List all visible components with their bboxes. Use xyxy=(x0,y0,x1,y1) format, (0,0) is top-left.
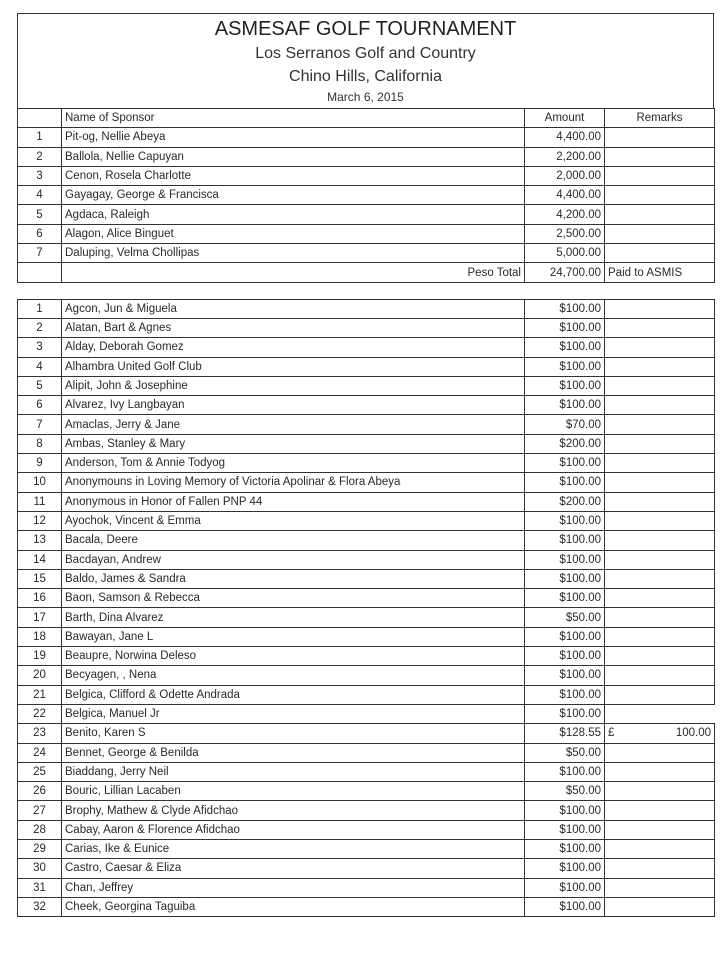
sponsor-name: Castro, Caesar & Eliza xyxy=(62,859,525,878)
sponsor-amount: $100.00 xyxy=(525,666,605,685)
row-number: 6 xyxy=(18,396,62,415)
table-row xyxy=(18,743,715,762)
sponsor-name: Ambas, Stanley & Mary xyxy=(62,434,525,453)
row-number: 12 xyxy=(18,511,62,530)
sponsor-remarks xyxy=(605,376,715,395)
table-row xyxy=(18,685,715,704)
table-row xyxy=(18,511,715,530)
row-number: 29 xyxy=(18,839,62,858)
peso-total-label: Peso Total xyxy=(62,263,525,282)
sponsor-remarks xyxy=(605,244,715,263)
row-number: 27 xyxy=(18,801,62,820)
sponsor-remarks xyxy=(605,782,715,801)
sponsor-amount: 4,200.00 xyxy=(525,205,605,224)
sponsor-name: Pit-og, Nellie Abeya xyxy=(62,128,525,147)
sponsor-name: Biaddang, Jerry Neil xyxy=(62,762,525,781)
sponsor-name: Gayagay, George & Francisca xyxy=(62,186,525,205)
table-row xyxy=(18,627,715,646)
row-number: 8 xyxy=(18,434,62,453)
header-name: Name of Sponsor xyxy=(62,109,525,128)
row-number: 11 xyxy=(18,492,62,511)
row-number: 17 xyxy=(18,608,62,627)
row-number: 28 xyxy=(18,820,62,839)
sponsor-amount: $100.00 xyxy=(525,454,605,473)
row-number: 16 xyxy=(18,589,62,608)
sponsor-remarks xyxy=(605,627,715,646)
row-number: 32 xyxy=(18,897,62,916)
row-number: 21 xyxy=(18,685,62,704)
sponsor-remarks xyxy=(605,704,715,723)
sponsor-amount: $100.00 xyxy=(525,473,605,492)
row-number: 9 xyxy=(18,454,62,473)
sponsor-amount: $100.00 xyxy=(525,704,605,723)
table-row xyxy=(18,859,715,878)
row-number: 18 xyxy=(18,627,62,646)
sponsor-amount: $100.00 xyxy=(525,627,605,646)
peso-total-amount: 24,700.00 xyxy=(525,263,605,282)
sponsor-name: Anonymous in Honor of Fallen PNP 44 xyxy=(62,492,525,511)
row-number: 7 xyxy=(18,415,62,434)
sponsor-amount: $100.00 xyxy=(525,685,605,704)
row-number: 10 xyxy=(18,473,62,492)
sponsor-remarks xyxy=(605,224,715,243)
sponsor-remarks xyxy=(605,473,715,492)
sponsor-name: Ballola, Nellie Capuyan xyxy=(62,147,525,166)
sponsor-name: Belgica, Manuel Jr xyxy=(62,704,525,723)
row-number: 30 xyxy=(18,859,62,878)
sponsor-name: Cenon, Rosela Charlotte xyxy=(62,166,525,185)
sponsor-amount: $100.00 xyxy=(525,762,605,781)
event-date: March 6, 2015 xyxy=(327,90,404,104)
table-row xyxy=(18,396,715,415)
sponsor-remarks xyxy=(605,128,715,147)
row-number: 4 xyxy=(18,357,62,376)
sponsor-remarks xyxy=(605,743,715,762)
header-num xyxy=(18,109,62,128)
sponsor-name: Anderson, Tom & Annie Todyog xyxy=(62,454,525,473)
row-number: 2 xyxy=(18,147,62,166)
table-row xyxy=(18,897,715,916)
sponsor-amount: $100.00 xyxy=(525,357,605,376)
document-header xyxy=(17,13,714,108)
sponsor-remarks xyxy=(605,186,715,205)
sponsor-amount: $100.00 xyxy=(525,299,605,318)
sponsor-amount: $100.00 xyxy=(525,801,605,820)
sponsor-remarks xyxy=(605,608,715,627)
document-title: ASMESAF GOLF TOURNAMENT xyxy=(214,18,517,40)
sponsor-amount: $50.00 xyxy=(525,743,605,762)
location: Chino Hills, California xyxy=(289,68,442,85)
row-number: 23 xyxy=(18,724,62,743)
row-number: 4 xyxy=(18,186,62,205)
sponsor-remarks xyxy=(605,492,715,511)
sponsor-name: Bawayan, Jane L xyxy=(62,627,525,646)
sponsor-name: Brophy, Mathew & Clyde Afidchao xyxy=(62,801,525,820)
table-row xyxy=(18,244,715,263)
table-row xyxy=(18,782,715,801)
table-row xyxy=(18,647,715,666)
sponsor-name: Barth, Dina Alvarez xyxy=(62,608,525,627)
table-row xyxy=(18,550,715,569)
sponsor-remarks xyxy=(605,434,715,453)
sponsor-amount: $100.00 xyxy=(525,531,605,550)
sponsor-remarks xyxy=(605,685,715,704)
row-number: 14 xyxy=(18,550,62,569)
table-row xyxy=(18,589,715,608)
table-row xyxy=(18,473,715,492)
sponsor-remarks xyxy=(605,299,715,318)
sponsor-amount: $200.00 xyxy=(525,492,605,511)
sponsor-name: Carias, Ike & Eunice xyxy=(62,839,525,858)
sponsor-amount: $100.00 xyxy=(525,396,605,415)
sponsor-remarks xyxy=(605,724,715,743)
sponsor-remarks xyxy=(605,205,715,224)
sponsor-name: Beaupre, Norwina Deleso xyxy=(62,647,525,666)
row-number: 13 xyxy=(18,531,62,550)
table-row xyxy=(18,318,715,337)
row-number: 1 xyxy=(18,128,62,147)
row-number: 3 xyxy=(18,338,62,357)
header-amount: Amount xyxy=(525,109,605,128)
table-row xyxy=(18,205,715,224)
peso-sponsor-table xyxy=(17,108,715,283)
row-number: 25 xyxy=(18,762,62,781)
sponsor-remarks xyxy=(605,569,715,588)
table-row xyxy=(18,454,715,473)
table-row xyxy=(18,762,715,781)
sponsor-remarks xyxy=(605,318,715,337)
table-header-row xyxy=(18,109,715,128)
row-number: 20 xyxy=(18,666,62,685)
sponsor-remarks xyxy=(605,531,715,550)
sponsor-name: Agdaca, Raleigh xyxy=(62,205,525,224)
remark-currency: £ xyxy=(608,727,615,740)
row-number: 2 xyxy=(18,318,62,337)
sponsor-remarks xyxy=(605,357,715,376)
sponsor-remarks xyxy=(605,859,715,878)
sponsor-name: Baldo, James & Sandra xyxy=(62,569,525,588)
total-num-cell xyxy=(18,263,62,282)
sponsor-amount: $128.55 xyxy=(525,724,605,743)
table-row xyxy=(18,338,715,357)
table-row xyxy=(18,128,715,147)
sponsor-remarks xyxy=(605,878,715,897)
table-row xyxy=(18,186,715,205)
table-row xyxy=(18,147,715,166)
sponsor-amount: $100.00 xyxy=(525,318,605,337)
sponsor-name: Bacdayan, Andrew xyxy=(62,550,525,569)
sponsor-name: Amaclas, Jerry & Jane xyxy=(62,415,525,434)
table-row xyxy=(18,357,715,376)
table-row xyxy=(18,608,715,627)
sponsor-amount: $100.00 xyxy=(525,647,605,666)
table-row xyxy=(18,878,715,897)
sponsor-amount: $100.00 xyxy=(525,511,605,530)
row-number: 3 xyxy=(18,166,62,185)
peso-total-row xyxy=(18,263,715,282)
sponsor-sheet xyxy=(17,13,714,917)
sponsor-name: Bouric, Lillian Lacaben xyxy=(62,782,525,801)
sponsor-amount: 2,000.00 xyxy=(525,166,605,185)
sponsor-name: Bennet, George & Benilda xyxy=(62,743,525,762)
sponsor-remarks xyxy=(605,454,715,473)
sponsor-remarks xyxy=(605,647,715,666)
sponsor-remarks xyxy=(605,762,715,781)
table-row xyxy=(18,820,715,839)
row-number: 6 xyxy=(18,224,62,243)
sponsor-name: Alvarez, Ivy Langbayan xyxy=(62,396,525,415)
row-number: 24 xyxy=(18,743,62,762)
sponsor-remarks xyxy=(605,839,715,858)
sponsor-name: Alhambra United Golf Club xyxy=(62,357,525,376)
table-row xyxy=(18,801,715,820)
sponsor-name: Ayochok, Vincent & Emma xyxy=(62,511,525,530)
sponsor-remarks xyxy=(605,820,715,839)
table-row xyxy=(18,724,715,743)
sponsor-amount: 5,000.00 xyxy=(525,244,605,263)
sponsor-amount: $200.00 xyxy=(525,434,605,453)
sponsor-amount: $100.00 xyxy=(525,550,605,569)
sponsor-amount: $50.00 xyxy=(525,608,605,627)
table-row xyxy=(18,492,715,511)
sponsor-amount: $100.00 xyxy=(525,897,605,916)
table-row xyxy=(18,224,715,243)
table-row xyxy=(18,839,715,858)
sponsor-name: Daluping, Velma Chollipas xyxy=(62,244,525,263)
sponsor-amount: $100.00 xyxy=(525,589,605,608)
sponsor-name: Alatan, Bart & Agnes xyxy=(62,318,525,337)
sponsor-remarks xyxy=(605,801,715,820)
table-row xyxy=(18,166,715,185)
sponsor-remarks xyxy=(605,550,715,569)
dollar-sponsor-table xyxy=(17,299,715,918)
sponsor-remarks xyxy=(605,589,715,608)
row-number: 1 xyxy=(18,299,62,318)
remark-value: 100.00 xyxy=(675,727,711,740)
sponsor-amount: $70.00 xyxy=(525,415,605,434)
sponsor-name: Belgica, Clifford & Odette Andrada xyxy=(62,685,525,704)
sponsor-name: Alipit, John & Josephine xyxy=(62,376,525,395)
sponsor-amount: $100.00 xyxy=(525,878,605,897)
sponsor-name: Alday, Deborah Gomez xyxy=(62,338,525,357)
sponsor-amount: $100.00 xyxy=(525,338,605,357)
row-number: 15 xyxy=(18,569,62,588)
row-number: 19 xyxy=(18,647,62,666)
sponsor-remarks xyxy=(605,415,715,434)
row-number: 7 xyxy=(18,244,62,263)
sponsor-amount: 2,200.00 xyxy=(525,147,605,166)
sponsor-amount: 2,500.00 xyxy=(525,224,605,243)
sponsor-amount: 4,400.00 xyxy=(525,186,605,205)
sponsor-amount: $100.00 xyxy=(525,820,605,839)
table-row xyxy=(18,434,715,453)
sponsor-name: Cabay, Aaron & Florence Afidchao xyxy=(62,820,525,839)
row-number: 26 xyxy=(18,782,62,801)
sponsor-remarks xyxy=(605,897,715,916)
sponsor-amount: $100.00 xyxy=(525,569,605,588)
sponsor-name: Chan, Jeffrey xyxy=(62,878,525,897)
sponsor-name: Anonymouns in Loving Memory of Victoria Apolinar & Flora Abeya xyxy=(62,473,525,492)
sponsor-remarks xyxy=(605,396,715,415)
sponsor-name: Bacala, Deere xyxy=(62,531,525,550)
row-number: 5 xyxy=(18,205,62,224)
sponsor-remarks xyxy=(605,147,715,166)
row-number: 31 xyxy=(18,878,62,897)
row-number: 22 xyxy=(18,704,62,723)
sponsor-amount: $50.00 xyxy=(525,782,605,801)
table-row xyxy=(18,531,715,550)
sponsor-remarks xyxy=(605,338,715,357)
table-row xyxy=(18,415,715,434)
sponsor-remarks xyxy=(605,666,715,685)
sponsor-remarks xyxy=(605,511,715,530)
row-number: 5 xyxy=(18,376,62,395)
table-row xyxy=(18,376,715,395)
sponsor-name: Benito, Karen S xyxy=(62,724,525,743)
sponsor-name: Baon, Samson & Rebecca xyxy=(62,589,525,608)
sponsor-amount: $100.00 xyxy=(525,376,605,395)
sponsor-name: Agcon, Jun & Miguela xyxy=(62,299,525,318)
sponsor-name: Cheek, Georgina Taguiba xyxy=(62,897,525,916)
sponsor-amount: $100.00 xyxy=(525,839,605,858)
header-remarks: Remarks xyxy=(605,109,715,128)
peso-total-remarks: Paid to ASMIS xyxy=(605,263,715,282)
sponsor-amount: $100.00 xyxy=(525,859,605,878)
sponsor-remarks xyxy=(605,166,715,185)
table-row xyxy=(18,299,715,318)
table-row xyxy=(18,569,715,588)
sponsor-name: Becyagen, , Nena xyxy=(62,666,525,685)
sponsor-name: Alagon, Alice Binguet xyxy=(62,224,525,243)
table-row xyxy=(18,704,715,723)
table-row xyxy=(18,666,715,685)
sponsor-amount: 4,400.00 xyxy=(525,128,605,147)
venue: Los Serranos Golf and Country xyxy=(255,45,476,62)
